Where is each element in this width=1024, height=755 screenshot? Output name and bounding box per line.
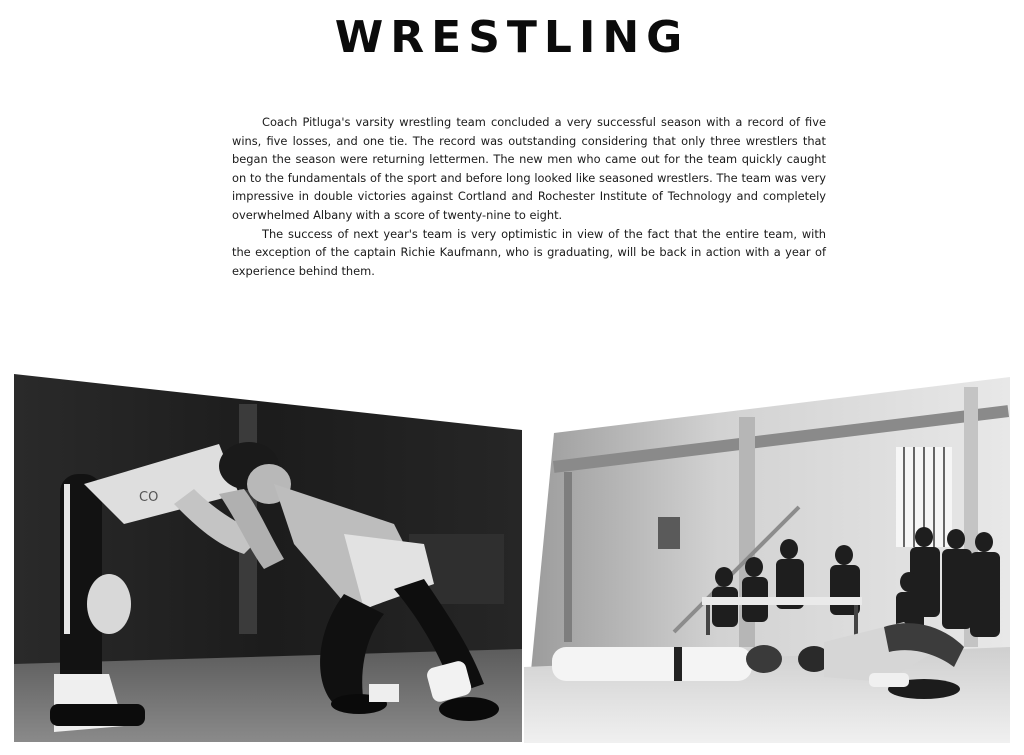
- shirt-lettering: CO: [139, 490, 159, 505]
- article-paragraph-1: Coach Pitluga's varsity wrestling team concluded a very successful season with a record of five wins, five losses, and one tie. The record was outstanding considering that only three wrestlers that began the season were returning lettermen. The new men who came out for the team quickly caught on to the fundamentals of the sport and before long looked like seasoned wrestlers. The team was very impressive in double victories against Cortland and Rochester Institute of Technology and completely overwhelmed Albany with a score of twenty-nine to eight.: [232, 115, 826, 222]
- page-title: WRESTLING: [334, 12, 690, 63]
- photo-wrestlers-standing: [14, 374, 522, 742]
- article-paragraph-2: The success of next year's team is very optimistic in view of the fact that the entire team, with the exception of the captain Richie Kaufmann, who is graduating, will be back in action with a year of experience behind them.: [232, 226, 826, 278]
- photo-wrestlers-mat: [524, 377, 1010, 743]
- article-text: [232, 113, 826, 280]
